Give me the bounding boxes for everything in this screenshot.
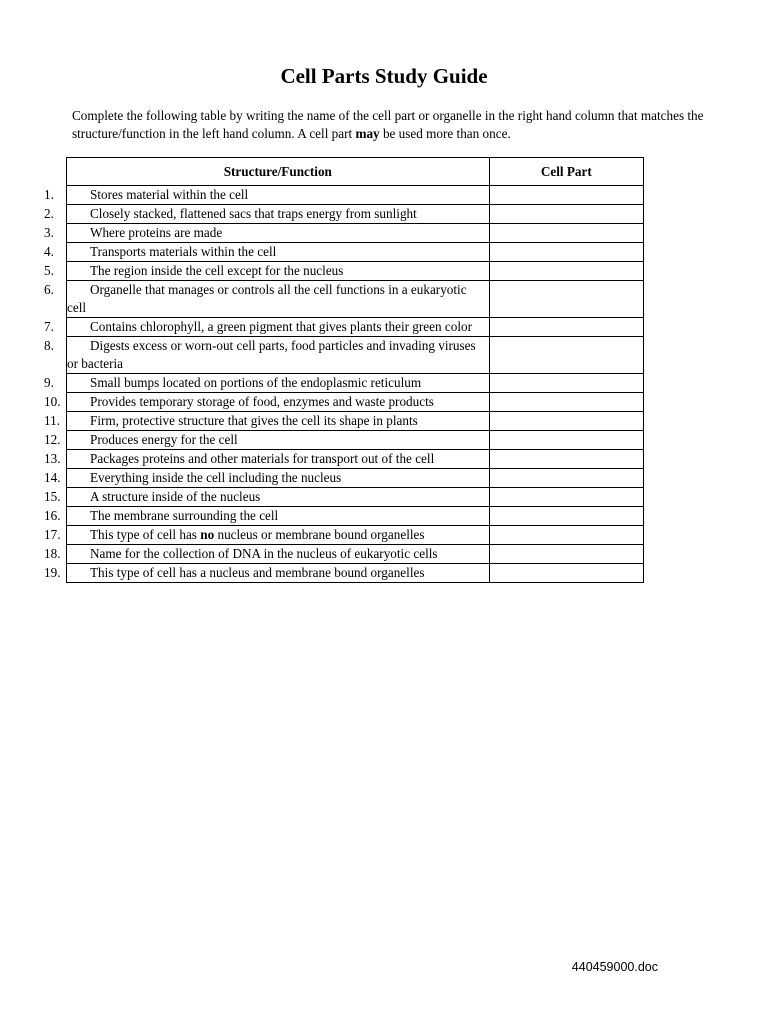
description-text: Firm, protective structure that gives the cell its shape in plants xyxy=(90,413,418,428)
description-text: Contains chlorophyll, a green pigment that gives plants their green color xyxy=(90,319,472,334)
structure-function-cell xyxy=(44,431,490,450)
structure-function-cell xyxy=(44,469,490,488)
cell-part-answer-field[interactable] xyxy=(489,205,643,224)
table-row xyxy=(67,469,644,488)
cell-part-answer-field[interactable] xyxy=(489,262,643,281)
row-number: 19. xyxy=(44,565,61,580)
description-text: Closely stacked, flattened sacs that traps energy from sunlight xyxy=(90,206,417,221)
description-text: The membrane surrounding the cell xyxy=(90,508,279,523)
header-structure-function: Structure/Function xyxy=(67,158,490,186)
description-text: Provides temporary storage of food, enzymes and waste products xyxy=(90,394,434,409)
row-number: 4. xyxy=(44,244,54,259)
structure-function-cell xyxy=(44,374,490,393)
table-row xyxy=(67,393,644,412)
instructions-emphasis: may xyxy=(355,126,380,141)
table-row xyxy=(67,431,644,450)
cell-part-answer-field[interactable] xyxy=(489,545,643,564)
description-text: Stores material within the cell xyxy=(90,187,249,202)
table-row xyxy=(67,337,644,374)
cell-part-answer-field[interactable] xyxy=(489,488,643,507)
row-number: 12. xyxy=(44,432,61,447)
cell-part-answer-field[interactable] xyxy=(489,243,643,262)
structure-function-cell xyxy=(44,450,490,469)
description-text: A structure inside of the nucleus xyxy=(90,489,261,504)
table-row xyxy=(67,318,644,337)
description-text: Digests excess or worn-out cell parts, food particles and invading viruses or bacteria xyxy=(67,338,476,371)
description-text: Name for the collection of DNA in the nucleus of eukaryotic cells xyxy=(90,546,438,561)
table-row xyxy=(67,243,644,262)
structure-function-cell xyxy=(44,393,490,412)
row-number: 6. xyxy=(44,282,54,297)
description-text: This type of cell has a nucleus and membrane bound organelles xyxy=(90,565,425,580)
row-number: 14. xyxy=(44,470,61,485)
structure-function-cell xyxy=(44,507,490,526)
description-text: nucleus or membrane bound organelles xyxy=(214,527,425,542)
header-cell-part: Cell Part xyxy=(489,158,643,186)
table-row xyxy=(67,374,644,393)
table-row xyxy=(67,281,644,318)
cell-part-answer-field[interactable] xyxy=(489,186,643,205)
row-number: 2. xyxy=(44,206,54,221)
description-text: Where proteins are made xyxy=(90,225,223,240)
cell-part-answer-field[interactable] xyxy=(489,337,643,374)
cell-part-answer-field[interactable] xyxy=(489,374,643,393)
structure-function-cell xyxy=(44,526,490,545)
structure-function-cell xyxy=(44,243,490,262)
structure-function-cell xyxy=(44,318,490,337)
table-row xyxy=(67,488,644,507)
row-number: 7. xyxy=(44,319,54,334)
row-number: 17. xyxy=(44,527,61,542)
instructions-text: Complete the following table by writing the name of the cell part or organelle in the right hand column that matches the structure/function in the left hand column. A cell part xyxy=(72,108,704,141)
description-text: Packages proteins and other materials for transport out of the cell xyxy=(90,451,435,466)
cell-part-answer-field[interactable] xyxy=(489,318,643,337)
row-number: 18. xyxy=(44,546,61,561)
cell-part-answer-field[interactable] xyxy=(489,281,643,318)
row-number: 1. xyxy=(44,187,54,202)
table-row xyxy=(67,450,644,469)
row-number: 5. xyxy=(44,263,54,278)
cell-parts-table xyxy=(44,157,644,583)
row-number: 10. xyxy=(44,394,61,409)
table-row xyxy=(67,186,644,205)
row-number: 3. xyxy=(44,225,54,240)
structure-function-cell xyxy=(44,224,490,243)
table-row xyxy=(67,564,644,583)
cell-part-answer-field[interactable] xyxy=(489,469,643,488)
description-text: The region inside the cell except for the nucleus xyxy=(90,263,344,278)
cell-part-answer-field[interactable] xyxy=(489,526,643,545)
table-header-row xyxy=(67,158,644,186)
description-text: Everything inside the cell including the nucleus xyxy=(90,470,342,485)
structure-function-cell xyxy=(44,205,490,224)
structure-function-cell xyxy=(44,186,490,205)
description-text: Produces energy for the cell xyxy=(90,432,238,447)
description-text: Transports materials within the cell xyxy=(90,244,277,259)
cell-part-answer-field[interactable] xyxy=(489,564,643,583)
page-title: Cell Parts Study Guide xyxy=(280,64,488,88)
table-row xyxy=(67,507,644,526)
row-number: 13. xyxy=(44,451,61,466)
cell-part-answer-field[interactable] xyxy=(489,412,643,431)
instructions xyxy=(72,107,712,143)
description-text: Small bumps located on portions of the endoplasmic reticulum xyxy=(90,375,422,390)
cell-part-answer-field[interactable] xyxy=(489,507,643,526)
structure-function-cell xyxy=(44,412,490,431)
instructions-text-end: be used more than once. xyxy=(379,126,511,141)
row-number: 15. xyxy=(44,489,61,504)
row-number: 8. xyxy=(44,338,54,353)
table-row xyxy=(67,412,644,431)
cell-part-answer-field[interactable] xyxy=(489,393,643,412)
table-row xyxy=(67,545,644,564)
description-text: Organelle that manages or controls all the cell functions in a eukaryotic cell xyxy=(67,282,467,315)
cell-part-answer-field[interactable] xyxy=(489,224,643,243)
row-number: 16. xyxy=(44,508,61,523)
structure-function-cell xyxy=(44,564,490,583)
document-filename: 440459000.doc xyxy=(571,960,658,974)
cell-part-answer-field[interactable] xyxy=(489,450,643,469)
structure-function-cell xyxy=(44,545,490,564)
structure-function-cell xyxy=(44,281,490,318)
table-row xyxy=(67,205,644,224)
table-row xyxy=(67,262,644,281)
description-emphasis: no xyxy=(200,527,215,542)
structure-function-cell xyxy=(44,488,490,507)
table-row xyxy=(67,224,644,243)
row-number: 11. xyxy=(44,413,60,428)
row-number: 9. xyxy=(44,375,54,390)
description-text: This type of cell has xyxy=(90,527,201,542)
cell-part-answer-field[interactable] xyxy=(489,431,643,450)
table-row xyxy=(67,526,644,545)
structure-function-cell xyxy=(44,337,490,374)
structure-function-cell xyxy=(44,262,490,281)
